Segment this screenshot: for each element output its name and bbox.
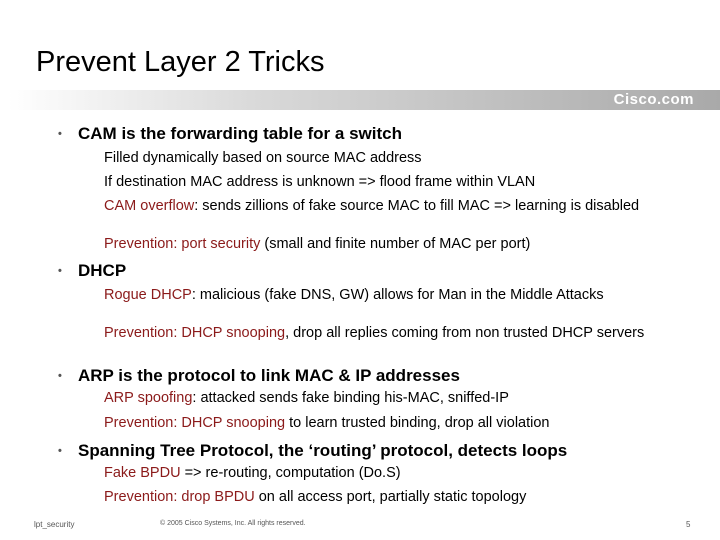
- bullet-cam: [58, 124, 402, 144]
- bullet-text: CAM is the forwarding table for a switch: [78, 124, 402, 143]
- bullet-stp: [58, 441, 567, 461]
- slide-title: Prevent Layer 2 Tricks: [36, 46, 325, 78]
- bullet-text: Spanning Tree Protocol, the ‘routing’ protocol, detects loops: [78, 441, 568, 460]
- sub-highlight: Rogue DHCP: [104, 287, 192, 303]
- sub-highlight: Prevention: port security: [104, 236, 261, 252]
- sub-item: ARP spoofing: attacked sends fake binding his-MAC, sniffed-IP: [104, 390, 509, 406]
- bullet-dot-icon: •: [58, 370, 62, 382]
- sub-highlight: Prevention: drop BPDU: [104, 489, 255, 505]
- sub-item: Fake BPDU => re-routing, computation (Do.S): [104, 465, 401, 481]
- sub-item: Filled dynamically based on source MAC address: [104, 150, 422, 166]
- sub-item: If destination MAC address is unknown => flood frame within VLAN: [104, 174, 536, 190]
- bullet-dhcp: [58, 261, 126, 281]
- bullet-text: ARP is the protocol to link MAC & IP addresses: [78, 366, 460, 385]
- bullet-dot-icon: •: [58, 128, 62, 140]
- bullet-arp: [58, 366, 460, 386]
- sub-highlight: Prevention: DHCP snooping: [104, 415, 286, 431]
- sub-item: CAM overflow: sends zillions of fake source MAC to fill MAC => learning is disabled: [104, 198, 640, 214]
- bullet-text: DHCP: [78, 261, 127, 280]
- bullet-dot-icon: •: [58, 445, 62, 457]
- footer-copyright: © 2005 Cisco Systems, Inc. All rights reserved.: [160, 520, 306, 527]
- page-number: 5: [686, 520, 691, 529]
- sub-highlight: ARP spoofing: [104, 390, 193, 406]
- sub-highlight: CAM overflow: [104, 198, 195, 214]
- sub-highlight: Fake BPDU: [104, 465, 181, 481]
- sub-item: Prevention: port security (small and finite number of MAC per port): [104, 236, 531, 252]
- cisco-logo: Cisco.com: [613, 91, 694, 108]
- sub-item: Prevention: DHCP snooping to learn trusted binding, drop all violation: [104, 415, 550, 431]
- sub-item: Prevention: DHCP snooping, drop all replies coming from non trusted DHCP servers: [104, 325, 645, 341]
- sub-item: Prevention: drop BPDU on all access port, partially static topology: [104, 489, 527, 505]
- footer-left: lpt_security: [34, 520, 75, 529]
- sub-highlight: Prevention: DHCP snooping: [104, 325, 286, 341]
- bullet-dot-icon: •: [58, 265, 62, 277]
- sub-item: Rogue DHCP: malicious (fake DNS, GW) allows for Man in the Middle Attacks: [104, 287, 604, 303]
